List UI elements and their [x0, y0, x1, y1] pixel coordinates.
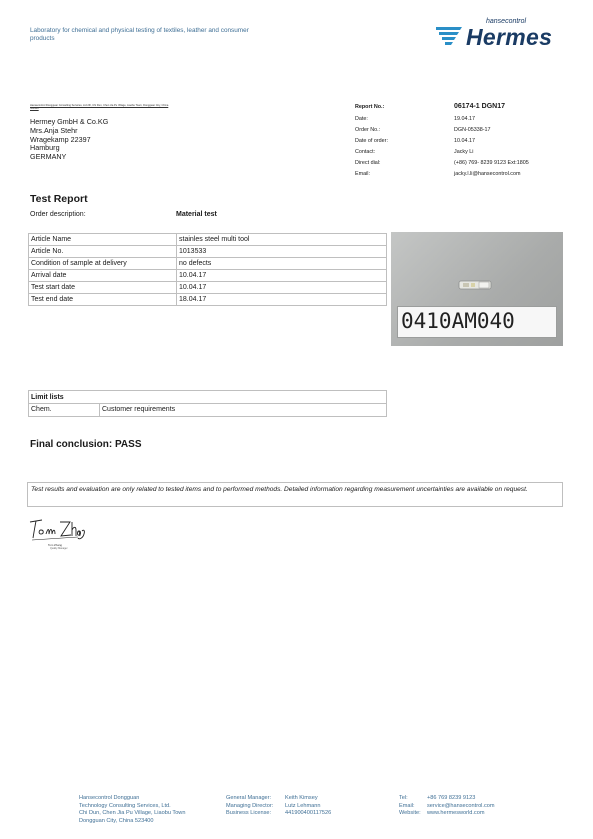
row-value: 18.04.17 — [177, 294, 387, 306]
meta-email-link[interactable]: jacky.l.li@hansecontrol.com — [454, 171, 521, 177]
recipient-company: Hermey GmbH & Co.KG — [30, 117, 109, 126]
signatory-title: Quality Manager — [50, 547, 68, 550]
recipient-address — [30, 118, 108, 162]
table-row — [29, 282, 387, 294]
footer-label: Tel: — [399, 795, 408, 801]
footer-address-line: Chi Dun, Chen Jia Pu Village, Liaobu Town — [79, 810, 186, 817]
disclaimer-box: Test results and evaluation are only related to tested items and to performed methods. Detailed information regarding measurement uncertainties are available on request. — [27, 482, 563, 507]
footer-address-line: Hansecontrol Dongguan — [79, 795, 140, 801]
sample-label: 0410AM040 — [401, 309, 515, 333]
meta-label: Date: — [355, 116, 368, 122]
meta-label: Contact: — [355, 149, 376, 155]
footer-phone: +86 769 8239 9123 — [427, 795, 476, 801]
meta-value: (+86) 769- 8239 9123 Ext:1805 — [454, 160, 529, 166]
limit-value: Customer requirements — [100, 404, 387, 417]
recipient-contact: Mrs.Anja Stehr — [30, 125, 78, 135]
table-row — [29, 404, 387, 417]
article-info-table — [28, 233, 387, 306]
limit-label: Chem. — [29, 404, 100, 417]
footer-row — [399, 810, 495, 818]
footer-management — [226, 795, 331, 818]
footer-row — [226, 795, 331, 803]
row-value: no defects — [177, 258, 387, 270]
row-label: Test end date — [29, 294, 177, 306]
footer-email-link[interactable]: service@hansecontrol.com — [427, 802, 495, 809]
meta-label: Direct dial: — [355, 160, 381, 166]
logo-stripes-icon — [436, 27, 466, 45]
footer-label: Managing Director: — [226, 802, 274, 809]
sender-address-line: Hansecontrol Dongguan Consulting Services, Ltd 2/F, Chi Dun, Chen Jia Pu Village, Liaobu Town, Dongguan City, China 523400 — [30, 104, 169, 111]
meta-value: 10.04.17 — [454, 138, 475, 144]
footer-label: Email: — [399, 802, 415, 809]
footer-label: Website: — [399, 810, 421, 817]
footer-address-line: Dongguan City, China 523400 — [79, 817, 154, 824]
meta-value: 19.04.17 — [454, 116, 475, 122]
table-row — [29, 234, 387, 246]
page-title: Test Report — [30, 193, 88, 205]
signature-image — [28, 516, 86, 542]
limit-lists-title: Limit lists — [29, 391, 387, 404]
row-label: Arrival date — [29, 270, 177, 282]
footer-contact — [399, 795, 495, 818]
meta-label: Order No.: — [355, 127, 381, 133]
footer-website-link[interactable]: www.hermesworld.com — [427, 810, 485, 817]
lab-tagline: Laboratory for chemical and physical testing of textiles, leather and consumer products — [30, 27, 249, 42]
table-row — [29, 246, 387, 258]
recipient-city: Hamburg — [30, 143, 60, 153]
footer-row — [226, 810, 331, 818]
row-value: stainles steel multi tool — [177, 234, 387, 246]
recipient-country: GERMANY — [30, 152, 67, 162]
table-row — [29, 294, 387, 306]
footer-address — [79, 795, 185, 825]
brand-logo: Hermes — [466, 24, 553, 50]
meta-label: Date of order: — [355, 138, 388, 144]
order-description-label: Order description: — [30, 211, 86, 218]
table-row — [29, 391, 387, 404]
row-label: Condition of sample at delivery — [29, 258, 177, 270]
footer-label: Business License: — [226, 810, 272, 817]
order-description-value: Material test — [176, 211, 217, 218]
meta-value: Jacky Li — [454, 149, 474, 155]
table-row — [29, 270, 387, 282]
footer-value: Lutz Lehmann — [285, 802, 321, 809]
footer-label: General Manager: — [226, 795, 272, 801]
final-conclusion: Final conclusion: PASS — [30, 439, 142, 450]
brand-small-label: hansecontrol — [486, 18, 527, 25]
signatory-name: Tom Zhang — [48, 543, 62, 547]
footer-value: 441900400117526 — [285, 810, 332, 817]
report-number: 06174-1 DGN17 — [454, 103, 505, 110]
row-label: Article No. — [29, 246, 177, 258]
meta-value: DGN-05338-17 — [454, 127, 491, 133]
footer-row — [399, 795, 495, 803]
sample-photo — [391, 232, 563, 346]
multi-tool-icon — [457, 276, 497, 296]
row-value: 10.04.17 — [177, 270, 387, 282]
meta-label: Report No.: — [355, 104, 385, 110]
footer-row — [226, 803, 331, 811]
row-value: 1013533 — [177, 246, 387, 258]
footer-row — [399, 803, 495, 811]
row-label: Article Name — [29, 234, 177, 246]
row-label: Test start date — [29, 282, 177, 294]
recipient-street: Wragekamp 22397 — [30, 134, 91, 144]
meta-label: Email: — [355, 171, 370, 177]
footer-value: Keith Kimsey — [285, 795, 318, 801]
table-row — [29, 258, 387, 270]
row-value: 10.04.17 — [177, 282, 387, 294]
limit-lists-table — [28, 390, 387, 417]
footer-address-line: Technology Consulting Services, Ltd. — [79, 802, 171, 809]
